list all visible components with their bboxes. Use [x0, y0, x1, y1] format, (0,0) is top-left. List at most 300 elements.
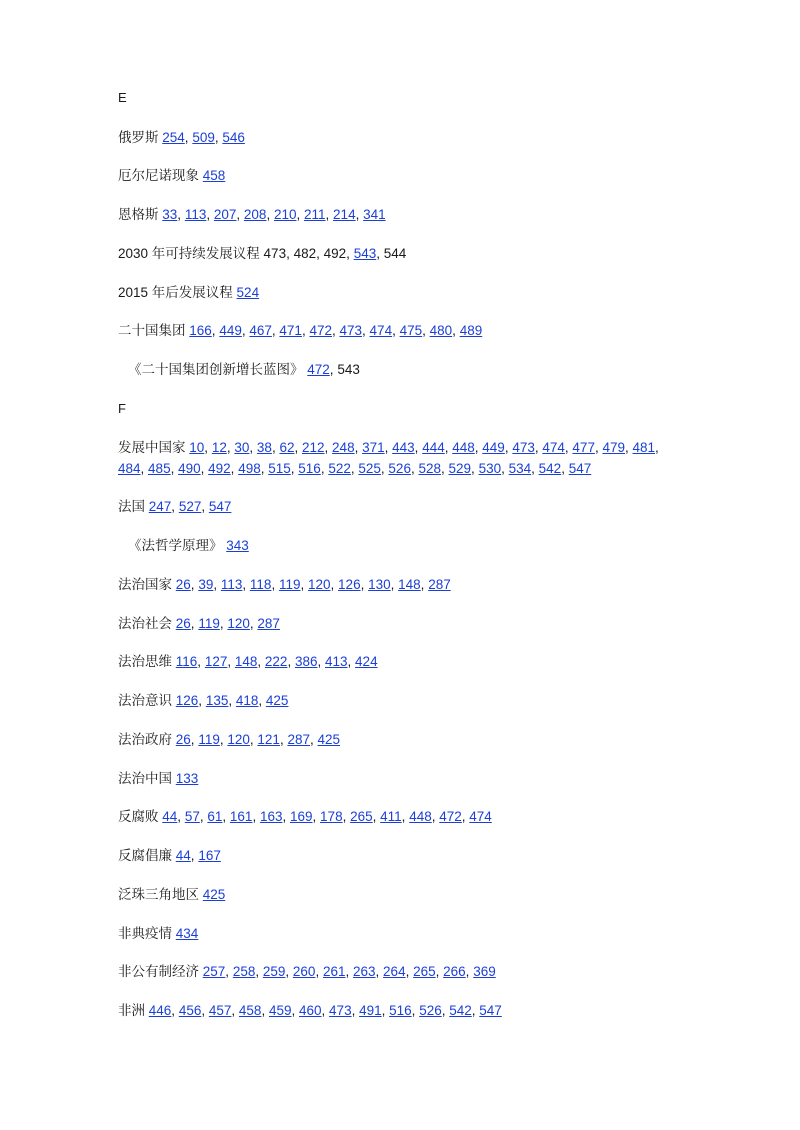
page-separator: , [257, 654, 265, 670]
page-separator: , [294, 440, 302, 456]
page-link[interactable]: 222 [264, 654, 288, 670]
page-link[interactable]: 473 [339, 323, 363, 339]
page-link[interactable]: 287 [428, 576, 451, 592]
page-link[interactable]: 444 [422, 440, 445, 456]
page-reference-list [176, 771, 199, 786]
index-term: 《法哲学原理》 [128, 538, 227, 553]
page-link[interactable]: 458 [202, 168, 226, 184]
page-link[interactable]: 57 [184, 809, 200, 825]
page-separator: , [561, 460, 569, 476]
page-separator: , [461, 809, 470, 825]
page-link[interactable]: 457 [208, 1003, 232, 1018]
page-separator: , [320, 460, 329, 476]
page-link[interactable]: 341 [363, 207, 386, 222]
page-separator: , [198, 693, 206, 708]
page-separator: , [471, 460, 479, 476]
index-term: 法国 [118, 499, 149, 515]
page-separator: , [255, 964, 263, 980]
page-link[interactable]: 161 [229, 809, 253, 825]
page-separator: , [401, 809, 410, 825]
page-link[interactable]: 148 [234, 654, 258, 670]
page-separator: , [230, 460, 239, 476]
page-separator: , [222, 809, 230, 825]
page-separator: , [219, 615, 228, 631]
page-link[interactable]: 371 [362, 440, 385, 456]
index-term: 俄罗斯 [118, 129, 163, 145]
page-reference-list [162, 207, 385, 222]
index-entry [118, 438, 682, 479]
page-link[interactable]: 473 [512, 440, 535, 456]
page-link[interactable]: 490 [178, 460, 201, 476]
page-reference-list [176, 732, 340, 747]
page-link[interactable]: 113 [184, 207, 207, 222]
page-separator: , [206, 207, 214, 222]
page-link[interactable]: 472 [439, 809, 462, 825]
page-link[interactable]: 475 [399, 323, 423, 339]
page-separator: , [249, 731, 258, 747]
page-separator: , [190, 731, 199, 747]
page-link[interactable]: 509 [192, 129, 215, 145]
page-link[interactable]: 248 [332, 440, 355, 456]
index-term: 法治中国 [118, 770, 176, 786]
page-link[interactable]: 167 [198, 848, 221, 863]
page-separator: , [342, 809, 351, 825]
page-link[interactable]: 526 [388, 460, 411, 476]
page-separator: , [290, 460, 299, 476]
index-term: 法治国家 [118, 576, 176, 592]
page-link[interactable]: 525 [358, 460, 381, 476]
page-link[interactable]: 411 [380, 809, 402, 825]
page-link[interactable]: 425 [317, 731, 341, 747]
page-link[interactable]: 524 [236, 284, 260, 300]
page-separator: , [225, 964, 233, 980]
page-separator: , [228, 693, 236, 708]
page-separator: , [331, 323, 340, 339]
page-link[interactable]: 527 [178, 499, 202, 515]
page-separator: , [531, 460, 539, 476]
page-link[interactable]: 471 [279, 323, 302, 339]
page-separator: , [474, 440, 483, 456]
page-link[interactable]: 207 [213, 207, 237, 222]
index-entry [118, 885, 682, 905]
page-link[interactable]: 113 [220, 576, 243, 592]
page-separator: , [321, 1003, 330, 1018]
page-reference-list [149, 1003, 502, 1018]
index-entry [118, 846, 682, 866]
page-link[interactable]: 448 [409, 809, 432, 825]
page-separator: , [315, 964, 323, 980]
page-link[interactable]: 473 [329, 1003, 352, 1018]
page-link[interactable]: 418 [235, 693, 259, 708]
page-link[interactable]: 474 [469, 809, 492, 825]
page-separator: , [390, 576, 399, 592]
index-entry [118, 924, 682, 944]
page-separator: , [444, 440, 453, 456]
page-separator: , [241, 323, 250, 339]
index-term: 厄尔尼诺现象 [118, 168, 203, 184]
page-separator: , [392, 323, 400, 339]
page-separator: , [252, 809, 260, 825]
page-link[interactable]: 477 [572, 440, 595, 456]
page-link[interactable]: 133 [175, 770, 199, 786]
page-separator: , [249, 615, 258, 631]
page-link[interactable]: 481 [632, 440, 656, 456]
page-link[interactable]: 413 [325, 654, 348, 670]
page-separator: , [266, 207, 274, 222]
page-link[interactable]: 446 [148, 1003, 172, 1018]
page-link[interactable]: 208 [243, 207, 267, 222]
page-separator: , [504, 440, 513, 456]
page-reference-list [264, 246, 407, 261]
page-link[interactable]: 547 [208, 499, 232, 515]
index-entry-list [118, 88, 682, 1021]
page-link[interactable]: 166 [189, 323, 212, 339]
page-separator: , [309, 731, 318, 747]
page-link[interactable]: 116 [175, 654, 198, 670]
index-term: 二十国集团 [118, 323, 190, 339]
page-link[interactable]: 516 [389, 1003, 412, 1018]
page-separator: , [242, 576, 250, 592]
page-link[interactable]: 534 [508, 460, 532, 476]
page-link[interactable]: 126 [175, 693, 199, 708]
page-link[interactable]: 126 [338, 576, 361, 592]
page-link[interactable]: 425 [265, 693, 289, 708]
page-link[interactable]: 259 [262, 964, 286, 980]
page-separator: , [190, 576, 199, 592]
page-separator: , [350, 460, 359, 476]
page-separator: , [200, 460, 209, 476]
page-separator: , [204, 440, 212, 456]
index-term: 反腐倡廉 [118, 848, 176, 863]
page-link[interactable]: 148 [398, 576, 421, 592]
index-term: 法治意识 [118, 693, 176, 708]
page-link[interactable]: 263 [353, 964, 376, 980]
page-separator: , [410, 460, 419, 476]
page-separator: , [465, 964, 474, 980]
page-separator: , [355, 207, 364, 222]
page-link[interactable]: 169 [290, 809, 313, 825]
page-separator: , [655, 440, 659, 456]
page-reference-list [203, 887, 226, 902]
page-separator: , [564, 440, 573, 456]
page-separator: , [197, 654, 205, 670]
page-separator: , [249, 440, 257, 456]
index-term: 恩格斯 [118, 207, 163, 222]
page-separator: , [236, 207, 244, 222]
page-separator: , [317, 654, 325, 670]
page-link[interactable]: 121 [257, 731, 280, 747]
page-link[interactable]: 547 [568, 460, 592, 476]
page-link[interactable]: 443 [392, 440, 415, 456]
page-separator: , [140, 460, 149, 476]
page-separator: , [441, 1003, 450, 1018]
index-entry [118, 283, 682, 303]
page-link[interactable]: 458 [238, 1003, 262, 1018]
page-separator: , [381, 1003, 390, 1018]
page-separator: , [414, 440, 423, 456]
page-link[interactable]: 264 [383, 964, 406, 980]
page-separator: , [291, 1003, 299, 1018]
page-link[interactable]: 44 [162, 809, 178, 825]
page-separator: , [171, 1003, 179, 1018]
page-number: 492 [323, 245, 347, 261]
page-separator: , [177, 809, 185, 825]
page-separator: , [271, 440, 280, 456]
page-link[interactable]: 547 [479, 1003, 502, 1018]
page-number: 482 [293, 245, 317, 261]
page-link[interactable]: 485 [148, 460, 171, 476]
page-link[interactable]: 118 [249, 576, 272, 592]
index-entry [118, 497, 682, 517]
page-separator: , [271, 576, 279, 592]
page-reference-list [226, 538, 249, 553]
page-link[interactable]: 528 [418, 460, 441, 476]
page-separator: , [372, 809, 381, 825]
index-entry [118, 730, 682, 750]
page-separator: , [287, 654, 295, 670]
page-link[interactable]: 33 [162, 207, 178, 222]
page-link[interactable]: 529 [448, 460, 472, 476]
page-separator: , [214, 129, 223, 145]
page-link[interactable]: 474 [369, 323, 393, 339]
page-separator: , [380, 460, 389, 476]
index-section-letter [118, 399, 682, 419]
page-link[interactable]: 484 [118, 460, 141, 476]
page-reference-list [149, 499, 232, 514]
page-separator: , [271, 323, 280, 339]
page-link[interactable]: 212 [302, 440, 325, 456]
page-link[interactable]: 211 [304, 207, 326, 222]
page-separator: , [226, 440, 235, 456]
page-link[interactable]: 210 [273, 207, 297, 222]
page-link[interactable]: 386 [294, 654, 318, 670]
page-separator: , [354, 440, 363, 456]
index-entry [118, 575, 682, 595]
page-separator: , [625, 440, 633, 456]
page-link[interactable]: 343 [226, 538, 249, 553]
index-term: E [118, 90, 127, 105]
index-entry [118, 244, 682, 264]
page-separator: , [420, 576, 429, 592]
page-link[interactable]: 119 [198, 731, 220, 747]
page-separator: , [211, 323, 220, 339]
index-entry [118, 360, 682, 380]
page-link[interactable]: 467 [249, 323, 272, 339]
page-link[interactable]: 26 [175, 731, 191, 747]
page-link[interactable]: 287 [257, 615, 280, 631]
page-link[interactable]: 472 [307, 362, 330, 377]
page-separator: , [405, 964, 414, 980]
index-term: 非公有制经济 [118, 964, 203, 980]
page-link[interactable]: 516 [298, 460, 321, 476]
page-link[interactable]: 130 [368, 576, 391, 592]
page-separator: , [199, 809, 208, 825]
page-link[interactable]: 543 [353, 245, 377, 261]
page-reference-list [176, 693, 289, 708]
page-link[interactable]: 265 [350, 809, 373, 825]
page-separator: , [282, 809, 290, 825]
page-separator: , [345, 964, 353, 980]
page-link[interactable]: 12 [211, 440, 227, 456]
page-link[interactable]: 120 [308, 576, 331, 592]
index-term: 发展中国家 [118, 440, 190, 456]
page-reference-list [203, 168, 226, 183]
page-link[interactable]: 119 [198, 615, 220, 631]
page-link[interactable]: 247 [148, 499, 172, 515]
page-link[interactable]: 258 [232, 964, 256, 980]
page-separator: , [594, 440, 603, 456]
page-separator: , [213, 576, 221, 592]
page-link[interactable]: 30 [234, 440, 250, 456]
page-link[interactable]: 61 [207, 809, 223, 825]
index-term: 2030 年可持续发展议程 [118, 245, 264, 261]
page-link[interactable]: 425 [202, 886, 226, 902]
page-separator: , [347, 654, 356, 670]
page-separator: , [471, 1003, 480, 1018]
page-link[interactable]: 266 [443, 964, 466, 980]
index-entry [118, 807, 682, 827]
page-link[interactable]: 254 [162, 129, 185, 145]
page-reference-list [162, 130, 245, 145]
page-link[interactable]: 26 [175, 576, 191, 592]
index-entry [118, 128, 682, 148]
page-link[interactable]: 530 [478, 460, 502, 476]
page-separator: , [316, 245, 324, 261]
page-link[interactable]: 214 [333, 207, 356, 222]
page-separator: , [384, 440, 393, 456]
index-entry [118, 962, 682, 982]
page-link[interactable]: 479 [602, 440, 625, 456]
index-entry [118, 769, 682, 789]
index-term: 《二十国集团创新增长蓝图》 [128, 362, 308, 377]
page-separator: , [324, 440, 333, 456]
page-link[interactable]: 261 [322, 964, 346, 980]
page-separator: , [184, 129, 193, 145]
page-link[interactable]: 489 [459, 323, 483, 339]
page-link[interactable]: 10 [189, 440, 205, 456]
page-reference-list [307, 362, 360, 377]
index-section-letter [118, 88, 682, 108]
index-term: 法治社会 [118, 615, 176, 631]
page-link[interactable]: 449 [219, 323, 242, 339]
page-link[interactable]: 449 [482, 440, 505, 456]
page-reference-list [176, 616, 280, 631]
page-separator: , [435, 964, 444, 980]
page-link[interactable]: 459 [268, 1003, 292, 1018]
page-link[interactable]: 542 [449, 1003, 472, 1018]
page-separator: , [301, 323, 310, 339]
page-separator: , [285, 964, 293, 980]
page-link[interactable]: 26 [175, 615, 191, 631]
page-separator: , [376, 245, 384, 261]
index-entry [118, 1001, 682, 1021]
page-link[interactable]: 260 [292, 964, 316, 980]
page-reference-list [118, 440, 659, 475]
page-separator: , [170, 460, 179, 476]
page-link[interactable]: 492 [208, 460, 231, 476]
page-link[interactable]: 265 [413, 964, 436, 980]
page-link[interactable]: 526 [419, 1003, 442, 1018]
page-separator: , [330, 576, 339, 592]
page-separator: , [231, 1003, 239, 1018]
page-link[interactable]: 515 [268, 460, 291, 476]
page-number: 473 [263, 245, 287, 261]
index-entry [118, 166, 682, 186]
page-separator: , [219, 731, 228, 747]
page-link[interactable]: 522 [328, 460, 351, 476]
index-entry [118, 536, 682, 556]
page-separator: , [201, 1003, 209, 1018]
page-separator: , [279, 731, 288, 747]
page-separator: , [325, 207, 334, 222]
page-separator: , [351, 1003, 360, 1018]
index-term: 非洲 [118, 1003, 149, 1018]
page-link[interactable]: 120 [227, 615, 250, 631]
page-link[interactable]: 456 [178, 1003, 202, 1018]
page-separator: , [258, 693, 266, 708]
index-term: 2015 年后发展议程 [118, 284, 237, 300]
page-link[interactable]: 39 [198, 576, 214, 592]
page-separator: , [227, 654, 235, 670]
page-separator: , [534, 440, 543, 456]
page-link[interactable]: 424 [355, 654, 378, 670]
page-link[interactable]: 474 [542, 440, 565, 456]
page-link[interactable]: 135 [205, 693, 229, 708]
page-link[interactable]: 480 [429, 323, 453, 339]
page-separator: , [375, 964, 384, 980]
page-link[interactable]: 178 [320, 809, 343, 825]
page-reference-list [176, 848, 221, 863]
index-term: 反腐败 [118, 809, 163, 825]
index-term: 法治政府 [118, 731, 176, 747]
page-link[interactable]: 498 [238, 460, 261, 476]
page-separator: , [296, 207, 304, 222]
page-link[interactable]: 44 [175, 848, 191, 863]
page-link[interactable]: 448 [452, 440, 475, 456]
page-link[interactable]: 120 [227, 731, 250, 747]
page-link[interactable]: 491 [359, 1003, 382, 1018]
page-link[interactable]: 460 [299, 1003, 322, 1018]
page-separator: , [312, 809, 321, 825]
page-link[interactable]: 163 [259, 809, 283, 825]
index-entry [118, 652, 682, 672]
page-link[interactable]: 287 [287, 731, 310, 747]
page-reference-list [176, 577, 451, 592]
index-term: 法治思维 [118, 654, 176, 670]
page-link[interactable]: 542 [538, 460, 562, 476]
page-reference-list [189, 323, 482, 338]
page-link[interactable]: 546 [222, 129, 245, 145]
page-number: 544 [383, 245, 407, 261]
page-link[interactable]: 127 [204, 654, 228, 670]
page-separator: , [300, 576, 308, 592]
page-number: 543 [337, 362, 360, 377]
page-separator: , [360, 576, 369, 592]
page-link[interactable]: 38 [256, 440, 272, 456]
page-separator: , [171, 499, 179, 515]
page-link[interactable]: 119 [278, 576, 301, 592]
page-link[interactable]: 62 [279, 440, 295, 456]
index-entry [118, 321, 682, 341]
page-separator: , [329, 362, 338, 377]
page-link[interactable]: 257 [202, 964, 226, 980]
page-link[interactable]: 369 [473, 964, 496, 980]
page-separator: , [177, 207, 185, 222]
page-separator: , [286, 245, 294, 261]
page-link[interactable]: 434 [175, 925, 199, 941]
page-link[interactable]: 472 [309, 323, 332, 339]
page-separator: , [190, 615, 199, 631]
